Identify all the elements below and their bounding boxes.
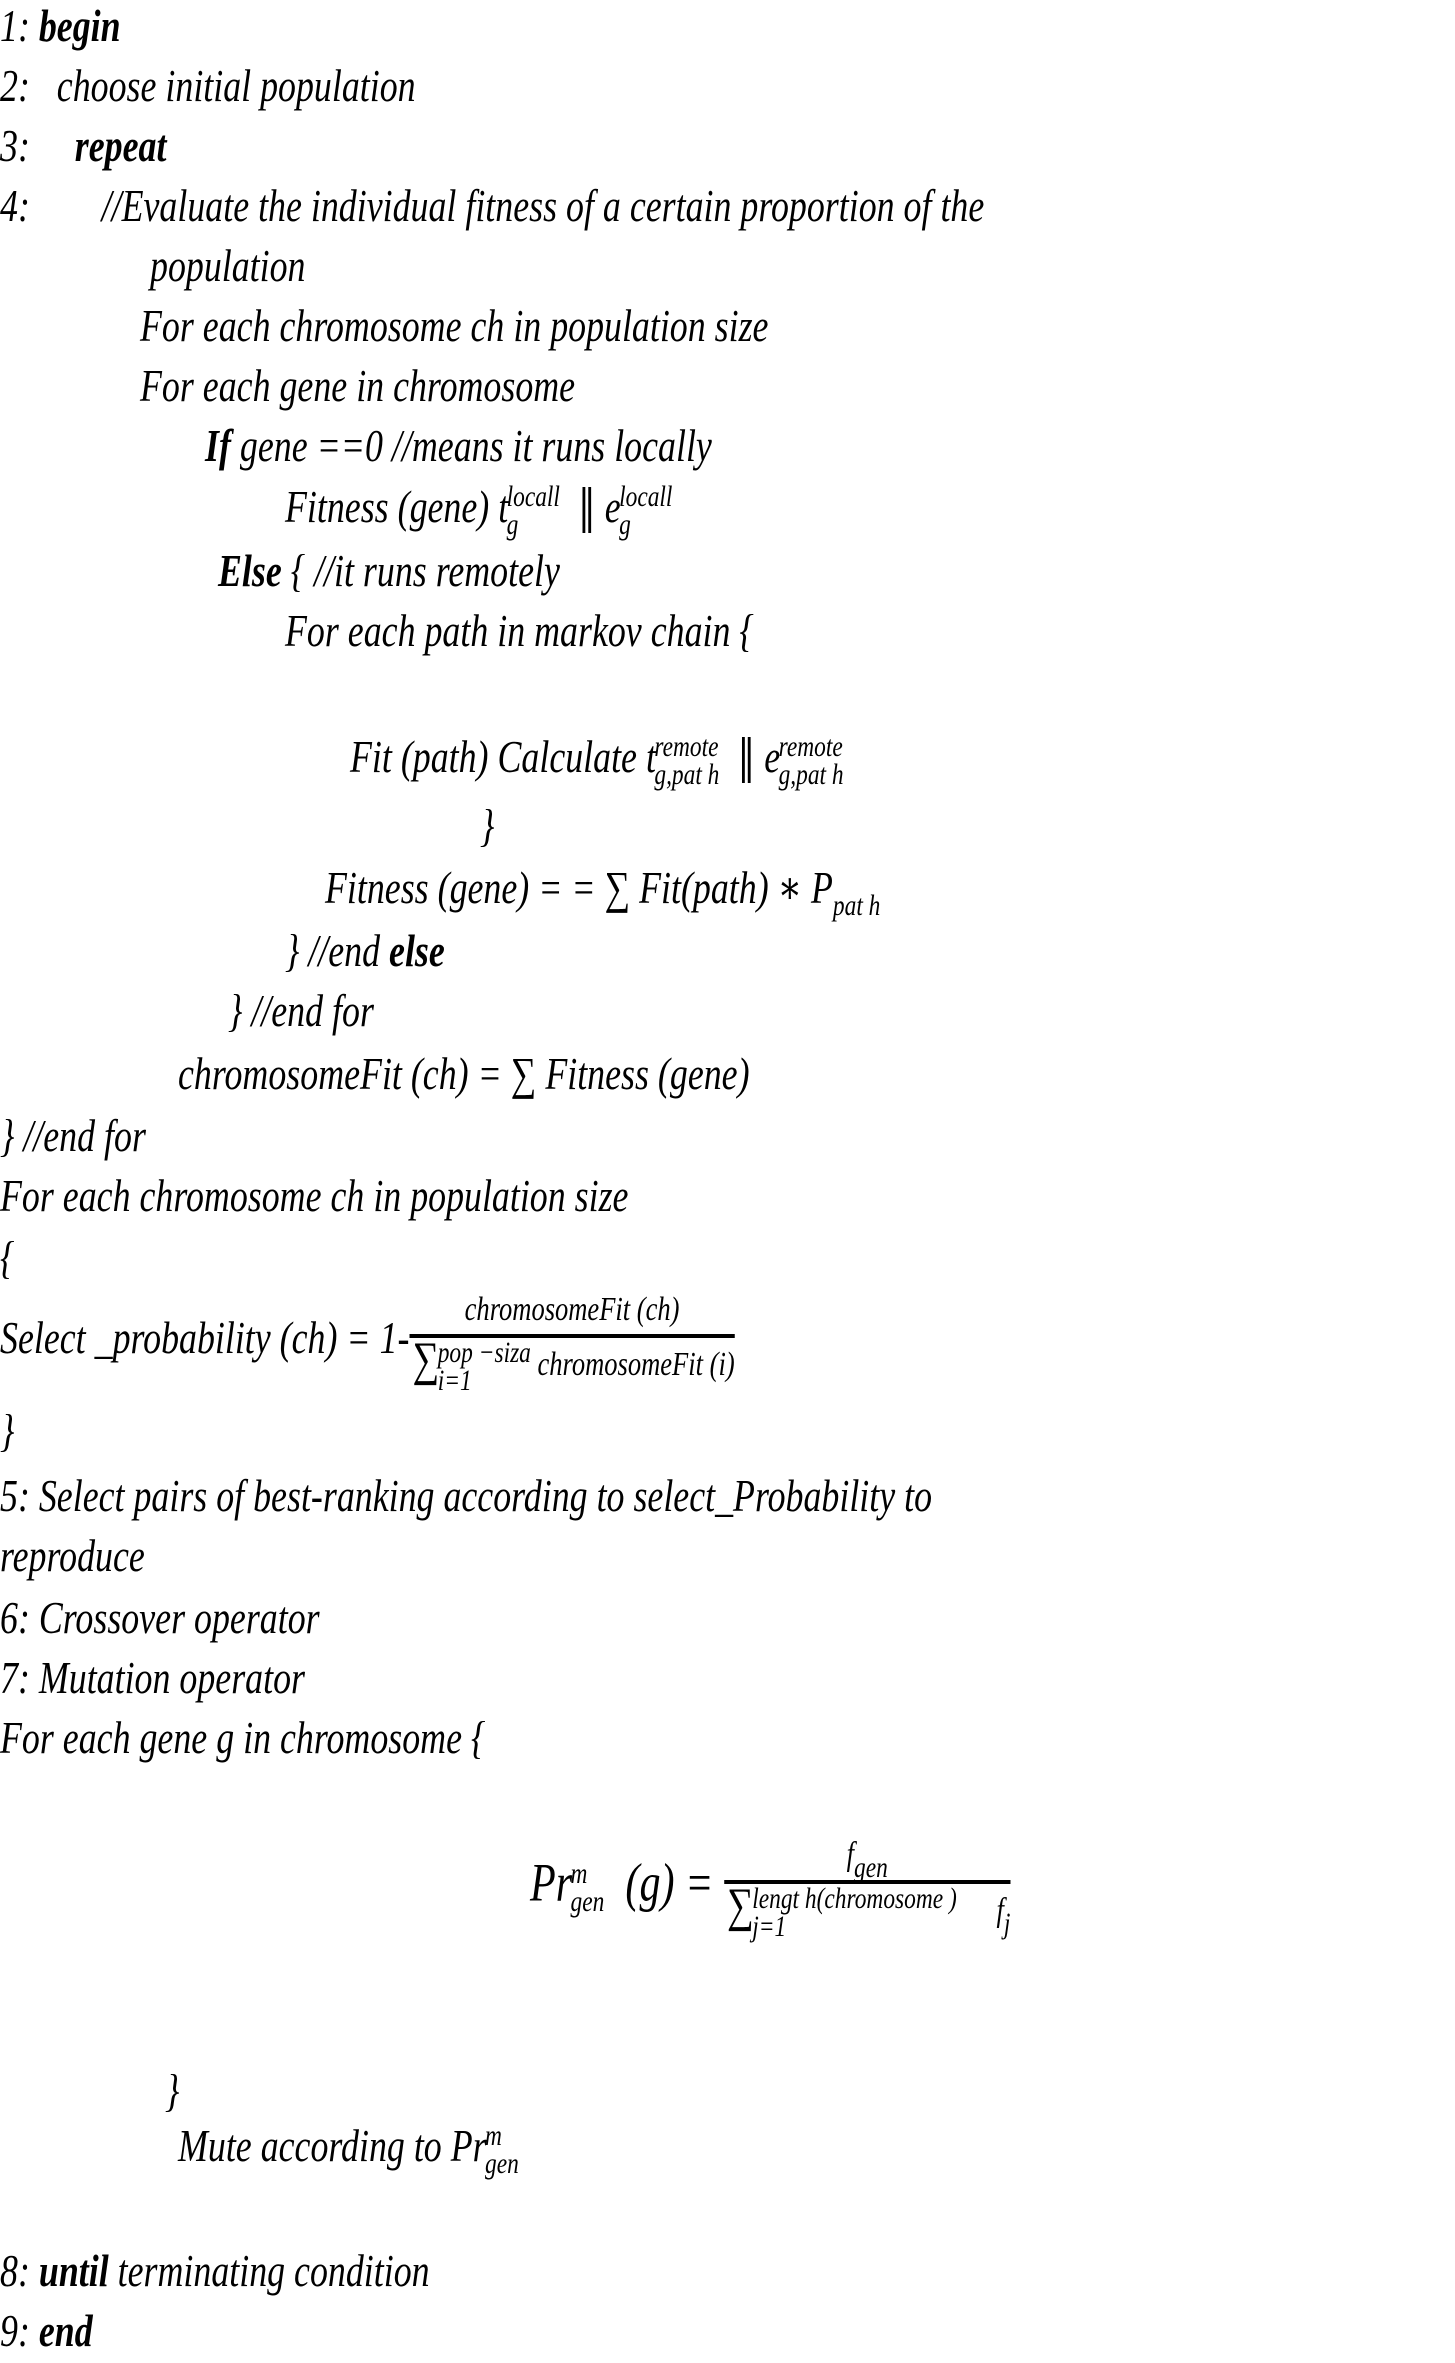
line-text: } xyxy=(480,800,495,851)
keyword-if: If xyxy=(205,420,231,471)
line-end-for-inner xyxy=(228,985,374,1037)
subscript: j xyxy=(1003,1907,1011,1940)
line-text: For each gene g in chromosome { xyxy=(0,1712,486,1763)
fraction xyxy=(409,1290,735,1398)
line-for-path xyxy=(285,605,754,657)
superscript: locall xyxy=(506,480,560,514)
parallel-symbol: ‖ xyxy=(577,479,596,533)
line-select-probability xyxy=(0,1290,735,1398)
subscript: gen xyxy=(570,1885,605,1919)
line-number: 7: xyxy=(0,1652,30,1703)
superscript: pop −siza xyxy=(437,1336,531,1370)
line-for-chromosome xyxy=(140,300,768,352)
line-text: terminating condition xyxy=(108,2245,430,2296)
line-5 xyxy=(0,1470,932,1522)
line-text: } //end xyxy=(285,925,390,976)
line-text: Fit (path) Calculate xyxy=(350,731,646,782)
line-6 xyxy=(0,1592,320,1644)
fraction-numerator: chromosomeFit (ch) xyxy=(409,1290,734,1338)
line-text: Fitness (gene) = = ∑ Fit(path) ∗ P xyxy=(325,862,833,913)
superscript: remote xyxy=(654,730,719,764)
line-number: 4: xyxy=(0,180,30,231)
superscript: m xyxy=(485,2119,502,2153)
superscript: lengt h(chromosome ) xyxy=(752,1882,957,1916)
line-close-brace-2 xyxy=(0,1405,14,1457)
denominator-term: f xyxy=(996,1892,1004,1929)
line-mute xyxy=(178,2119,519,2181)
superscript: remote xyxy=(778,730,843,764)
keyword-else: Else xyxy=(218,545,282,596)
line-number: 2: xyxy=(0,60,30,111)
line-4 xyxy=(0,180,984,232)
subscript: g xyxy=(619,508,631,542)
line-text: Fitness (gene) xyxy=(285,481,499,532)
line-text: Select pairs of best-ranking according to select_Probability to xyxy=(38,1470,933,1521)
line-number: 8: xyxy=(0,2245,30,2296)
line-text: { xyxy=(0,1232,15,1283)
subscript: g,pat h xyxy=(654,758,720,792)
fraction-denominator: ∑ pop −siza i=1 chromosomeFit (i) xyxy=(412,1333,735,1398)
line-if-gene xyxy=(205,420,712,472)
line-text: reproduce xyxy=(0,1530,145,1581)
line-open-brace xyxy=(0,1232,14,1284)
line-text: //Evaluate the individual fitness of a certain proportion of the xyxy=(101,180,985,231)
line-8 xyxy=(0,2245,430,2297)
superscript: locall xyxy=(619,480,673,514)
line-mutation-prob xyxy=(530,1835,1011,1944)
line-else xyxy=(218,545,560,597)
line-text: For each path in markov chain { xyxy=(285,605,754,656)
subscript: i=1 xyxy=(437,1364,472,1398)
line-9 xyxy=(0,2305,93,2357)
subscript: gen xyxy=(485,2147,519,2181)
line-text: Pr xyxy=(530,1852,573,1913)
keyword-begin: begin xyxy=(38,0,121,51)
line-text: For each chromosome ch in population size xyxy=(140,300,769,351)
keyword-end: end xyxy=(38,2305,93,2356)
line-chromosome-fit xyxy=(178,1048,750,1100)
line-fit-path: Fit (path) Calculate t remote g,pat h ‖ e remote g,pat h xyxy=(350,729,844,792)
line-number: 6: xyxy=(0,1592,30,1643)
line-text: } xyxy=(0,1405,15,1456)
line-number: 9: xyxy=(0,2305,30,2356)
keyword-until: until xyxy=(38,2245,109,2296)
line-text: choose initial population xyxy=(56,60,416,111)
line-for-gene xyxy=(140,360,575,412)
parallel-symbol: ‖ xyxy=(737,729,756,783)
line-2 xyxy=(0,60,416,112)
line-text: Select _probability (ch) = 1- xyxy=(0,1312,410,1364)
line-3 xyxy=(0,120,166,172)
line-text: } //end for xyxy=(0,1110,146,1161)
line-text: Crossover operator xyxy=(38,1592,320,1643)
line-1 xyxy=(0,0,121,52)
numerator-term: f xyxy=(846,1836,855,1873)
line-text: For each gene in chromosome xyxy=(140,360,576,411)
line-for-chromosome-2 xyxy=(0,1170,628,1222)
line-fitness-sum xyxy=(325,862,880,920)
line-end-else xyxy=(285,925,445,977)
line-7 xyxy=(0,1652,305,1704)
denominator-term: chromosomeFit (i) xyxy=(537,1346,735,1383)
line-text: } xyxy=(165,2065,180,2116)
line-4-cont xyxy=(150,240,305,292)
line-number: 3: xyxy=(0,120,30,171)
fraction-denominator: ∑ lengt h(chromosome ) j=1 fj xyxy=(727,1879,1011,1944)
line-text: } //end for xyxy=(228,985,374,1036)
fraction-numerator xyxy=(724,1835,1010,1884)
line-text: gene ==0 //means it runs locally xyxy=(230,420,712,471)
subscript: pat h xyxy=(832,889,881,922)
line-close-brace-3 xyxy=(165,2065,179,2117)
line-close-brace xyxy=(480,800,494,852)
subscript: g xyxy=(506,508,519,542)
line-text: { //it runs remotely xyxy=(281,545,560,596)
line-end-for-outer xyxy=(0,1110,146,1162)
superscript: m xyxy=(570,1857,588,1891)
line-5-cont xyxy=(0,1530,145,1582)
line-text: Mute according to Pr xyxy=(178,2120,487,2171)
keyword-repeat: repeat xyxy=(74,120,167,171)
subscript: gen xyxy=(854,1851,888,1884)
fraction xyxy=(724,1835,1011,1944)
subscript: j=1 xyxy=(752,1910,787,1944)
line-text: For each chromosome ch in population size xyxy=(0,1170,629,1221)
line-text: population xyxy=(150,240,306,291)
line-for-gene-g xyxy=(0,1712,485,1764)
line-text: Mutation operator xyxy=(38,1652,305,1703)
line-number: 5: xyxy=(0,1470,30,1521)
keyword-else: else xyxy=(389,925,445,976)
line-fitness-local: Fitness (gene) t locall g ‖ e locall g xyxy=(285,479,673,542)
line-text: (g) = xyxy=(625,1852,714,1913)
subscript: g,pat h xyxy=(778,758,844,792)
line-text: chromosomeFit (ch) = ∑ Fitness (gene) xyxy=(178,1048,750,1099)
line-number: 1: xyxy=(0,0,30,51)
